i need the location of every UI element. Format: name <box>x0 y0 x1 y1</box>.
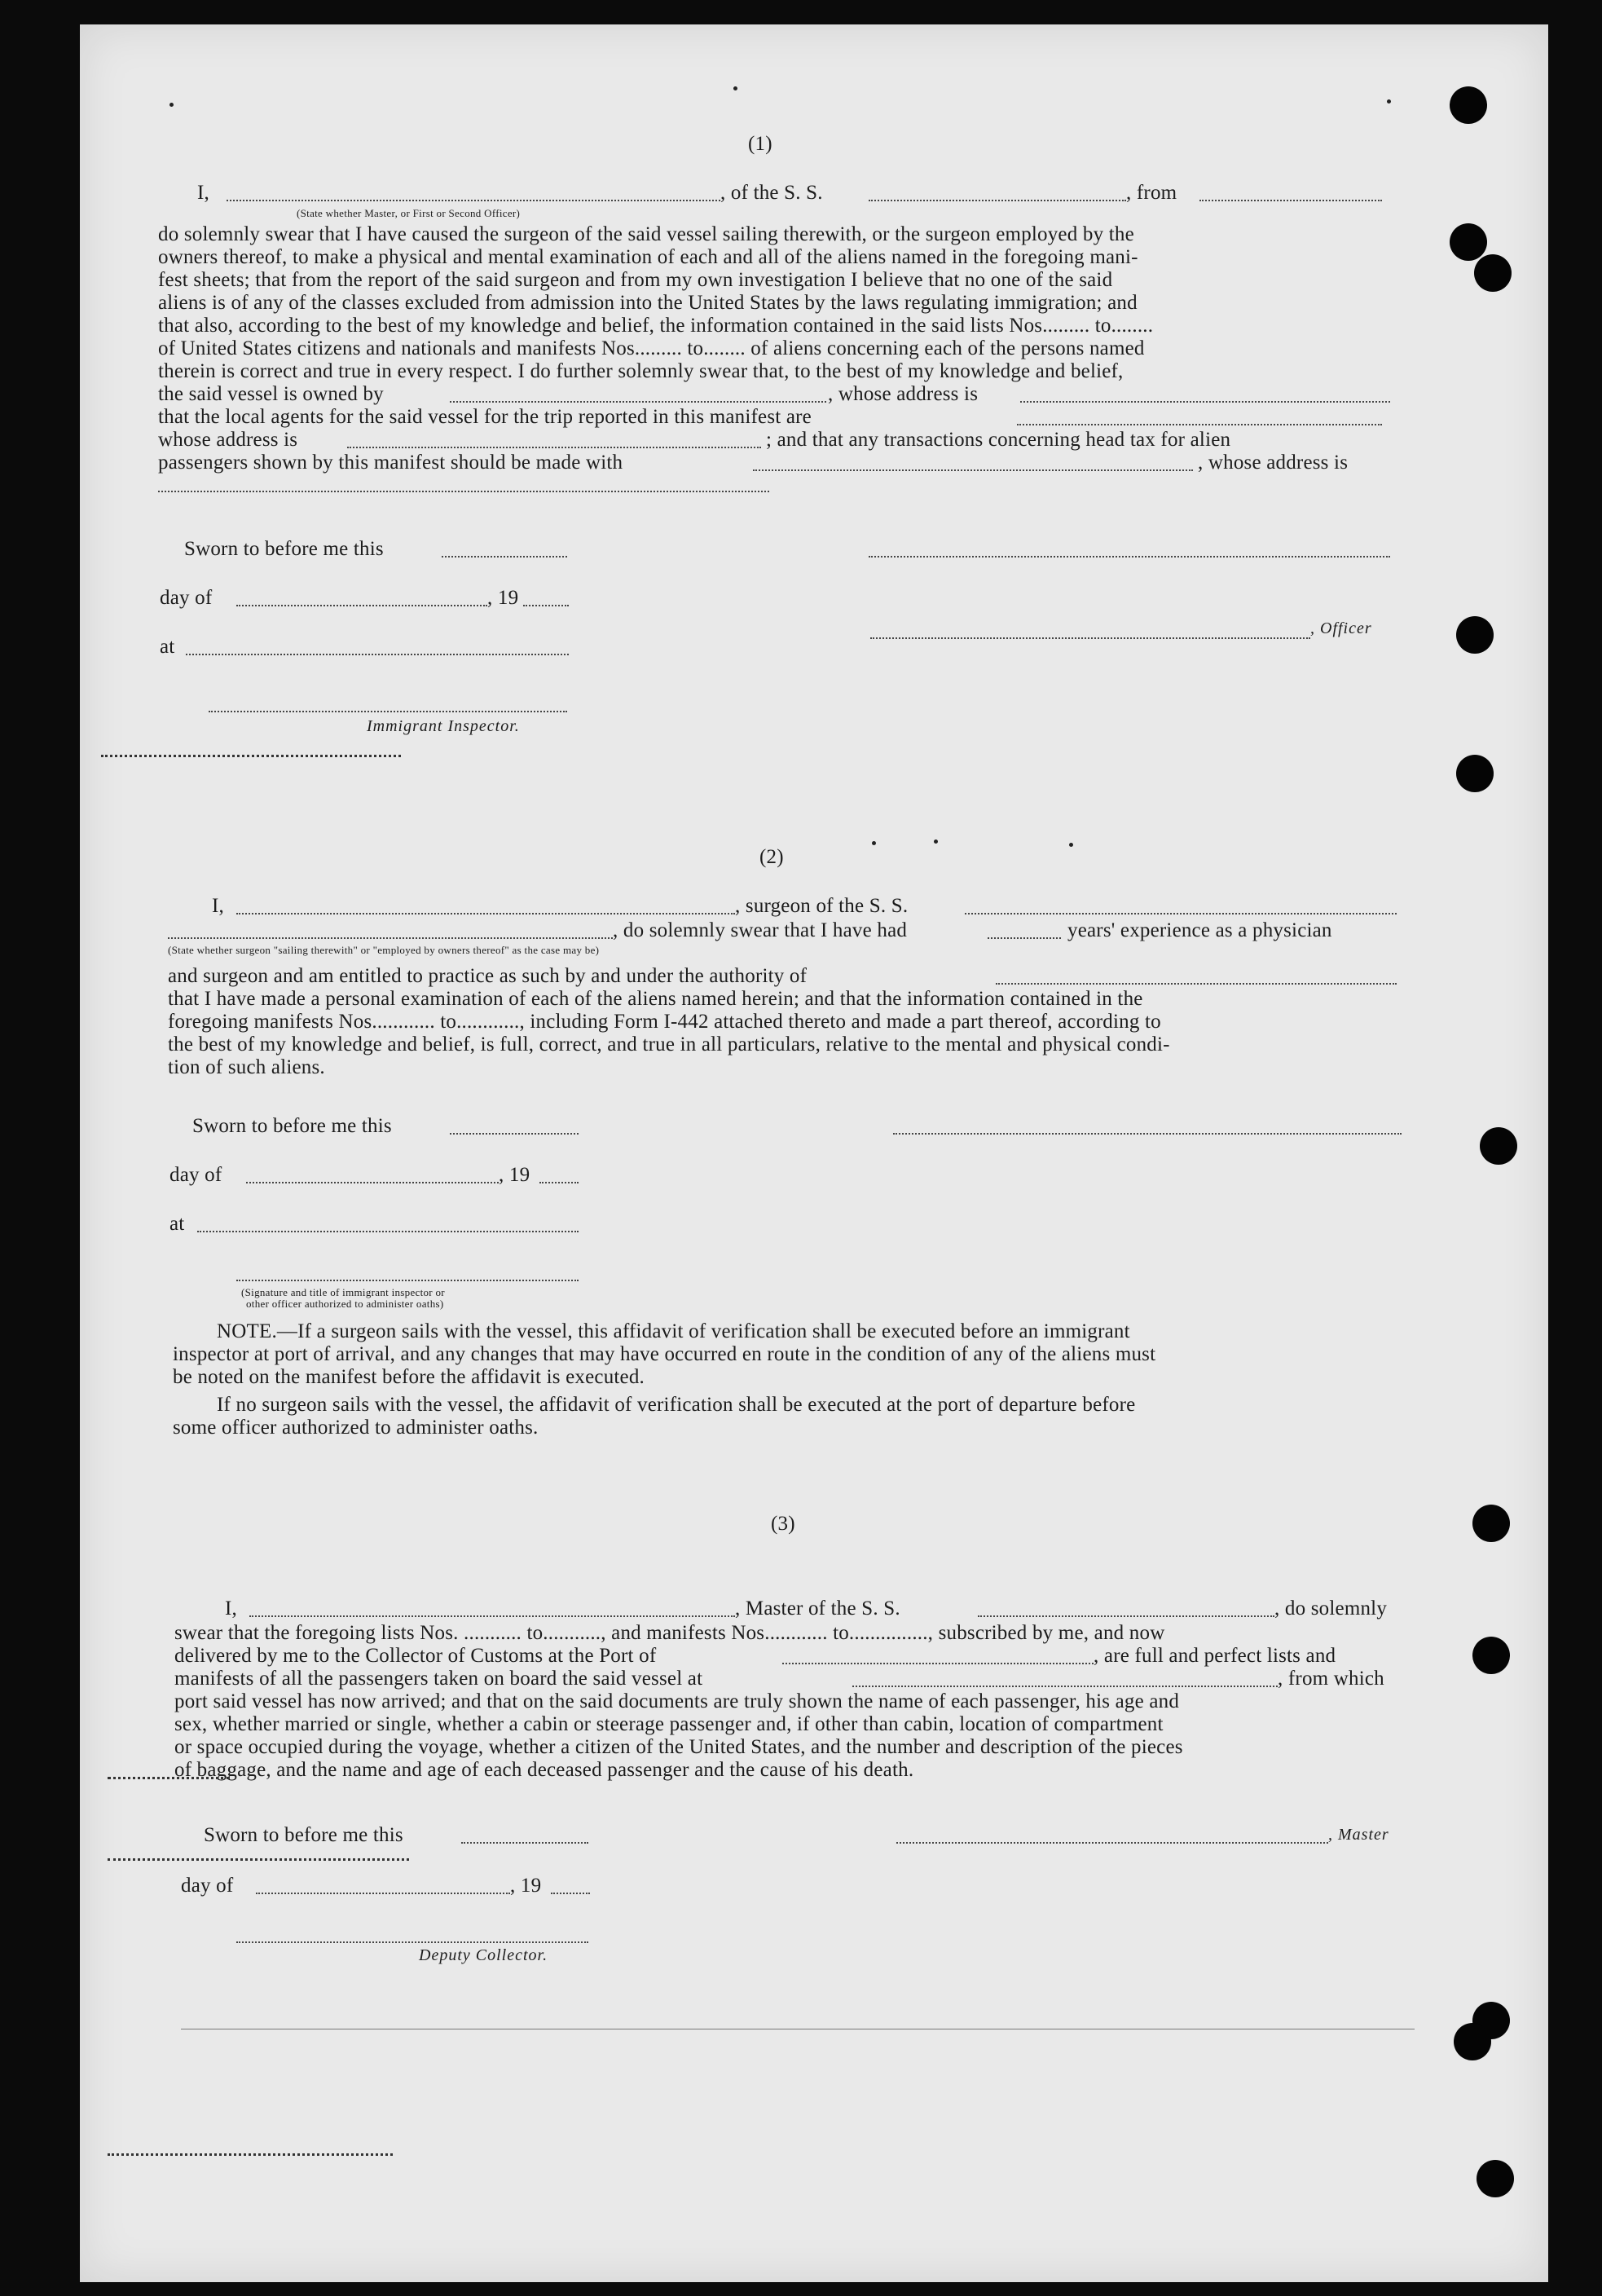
officer-label: , Officer <box>1310 619 1372 637</box>
blank-signature <box>869 556 1390 557</box>
immigrant-inspector-label: Immigrant Inspector. <box>367 717 520 735</box>
section1-body-line: fest sheets; that from the report of the said surgeon and from my own investigation I believe that no one of the said <box>158 269 1113 291</box>
blank-port <box>782 1663 1094 1664</box>
blank-master-ship <box>978 1615 1274 1617</box>
section2-body-line: the best of my knowledge and belief, is full, correct, and true in all particulars, relative to the mental and physical condi- <box>168 1033 1170 1055</box>
section1-body-line: that the local agents for the said vessel for the trip reported in this manifest are <box>158 406 812 428</box>
section1-from: , from <box>1126 182 1177 204</box>
blank-surgeon-signature <box>893 1133 1402 1135</box>
sworn-label: Sworn to before me this <box>204 1824 403 1846</box>
blank-sworn-day <box>450 1133 579 1135</box>
section1-body-line: whose address is <box>158 429 298 451</box>
do-solemnly: , do solemnly <box>1274 1598 1388 1620</box>
blank-ship-name <box>869 200 1126 201</box>
blank-month <box>236 605 487 606</box>
paper-speck <box>733 86 737 90</box>
day-of-label: day of <box>169 1164 222 1186</box>
section1-body-line: that also, according to the best of my knowledge and belief, the information contained in the said lists Nos......... to........ <box>158 315 1154 337</box>
officer-rank-caption: (State whether Master, or First or Second Officer) <box>297 207 521 219</box>
note-line: some officer authorized to administer oaths. <box>173 1417 539 1439</box>
section3-body-line: manifests of all the passengers taken on board the said vessel at <box>174 1668 703 1690</box>
signature-caption: (Signature and title of immigrant inspector or <box>241 1286 445 1298</box>
section1-body-line: aliens is of any of the classes excluded from admission into the United States by the laws regulating immigration; and <box>158 292 1138 314</box>
section1-body-line: do solemnly swear that I have caused the surgeon of the said vessel sailing therewith, or the surgeon employed by the <box>158 223 1134 245</box>
paper-speck <box>872 841 876 845</box>
surgeon-status-caption: (State whether surgeon "sailing therewith" or "employed by owners thereof" as the case may be) <box>168 944 600 956</box>
paper-speck <box>169 103 174 107</box>
blank-agent-address <box>347 447 761 448</box>
blank-master-signature <box>896 1842 1328 1844</box>
section2-i: I, <box>212 895 224 917</box>
solemnly-swear-text: , do solemnly swear that I have had <box>613 919 908 941</box>
section1-body-line: of United States citizens and nationals and manifests Nos......... to........ of aliens concerning each of the persons named <box>158 337 1145 359</box>
sworn-label: Sworn to before me this <box>192 1115 392 1137</box>
day-of-label: day of <box>160 587 213 609</box>
head-tax-text: ; and that any transactions concerning head tax for alien <box>766 429 1231 451</box>
day-of-label: day of <box>181 1875 234 1897</box>
blank-surgeon-status <box>168 937 613 939</box>
blank-year <box>523 605 569 606</box>
section1-body-line: the said vessel is owned by <box>158 383 384 405</box>
section3-body-line: of baggage, and the name and age of each deceased passenger and the cause of his death. <box>174 1759 914 1781</box>
binder-hole <box>1474 254 1512 292</box>
binder-hole <box>1450 86 1487 124</box>
blank-head-tax-party <box>753 469 1193 471</box>
binder-hole <box>1456 755 1494 792</box>
blank-officer-signature <box>236 1280 579 1281</box>
binder-hole <box>1472 1505 1510 1542</box>
section3-i: I, <box>225 1598 237 1620</box>
binder-hole <box>1456 616 1494 654</box>
master-of-ss: , Master of the S. S. <box>735 1598 900 1620</box>
section3-body-line: delivered by me to the Collector of Customs at the Port of <box>174 1645 657 1667</box>
margin-specks <box>108 1858 409 1861</box>
blank-surgeon-ship <box>965 913 1397 914</box>
section3-body-line: swear that the foregoing lists Nos. ........... to..........., and manifests Nos............ to..............., subscribed by me, and now <box>174 1622 1165 1644</box>
note-line: inspector at port of arrival, and any changes that may have occurred en route in the condition of any of the aliens must <box>173 1343 1156 1365</box>
blank-year <box>539 1182 579 1183</box>
blank-sworn-day <box>442 556 567 557</box>
full-lists-text: , are full and perfect lists and <box>1094 1645 1336 1667</box>
year-label: , 19 <box>510 1875 542 1897</box>
section1-body-line: therein is correct and true in every respect. I do further solemnly swear that, to the best of my knowledge and belief, <box>158 360 1124 382</box>
section3-heading: (3) <box>771 1513 795 1535</box>
binder-hole <box>1454 2023 1491 2060</box>
section2-body-line: and surgeon and am entitled to practice as such by and under the authority of <box>168 965 808 987</box>
blank-place <box>186 654 569 655</box>
section1-body-line: passengers shown by this manifest should be made with <box>158 452 623 474</box>
section2-body-line: tion of such aliens. <box>168 1056 325 1078</box>
blank-place <box>197 1231 579 1232</box>
section3-body-line: sex, whether married or single, whether a cabin or steerage passenger and, if other than cabin, location of compartment <box>174 1713 1164 1735</box>
paper-speck <box>1069 843 1073 847</box>
blank-head-tax-address <box>158 491 769 492</box>
blank-master-name <box>249 1615 735 1617</box>
note-line: NOTE.—If a surgeon sails with the vessel, this affidavit of verification shall be executed before an immigrant <box>217 1320 1130 1342</box>
section1-of-ss: , of the S. S. <box>720 182 823 204</box>
blank-local-agents <box>1017 424 1382 425</box>
section1-body-line: owners thereof, to make a physical and mental examination of each and all of the aliens named in the foregoing mani- <box>158 246 1138 268</box>
paper-speck <box>1387 99 1391 104</box>
section3-body-line: or space occupied during the voyage, whether a citizen of the United States, and the number and description of the pieces <box>174 1736 1183 1758</box>
blank-sworn-day <box>461 1842 588 1844</box>
binder-hole <box>1450 223 1487 261</box>
section3-body-line: port said vessel has now arrived; and that on the said documents are truly shown the name of each passenger, his age and <box>174 1690 1180 1712</box>
binder-hole <box>1472 1637 1510 1674</box>
blank-inspector-signature <box>209 711 567 712</box>
binder-hole <box>1480 1127 1517 1165</box>
binder-hole <box>1477 2160 1514 2197</box>
sworn-label: Sworn to before me this <box>184 538 384 560</box>
note-line: If no surgeon sails with the vessel, the affidavit of verification shall be executed at the port of departure before <box>217 1394 1136 1416</box>
at-label: at <box>169 1213 185 1235</box>
from-which-text: , from which <box>1278 1668 1384 1690</box>
blank-port-from <box>1199 200 1382 201</box>
surgeon-of-ss: , surgeon of the S. S. <box>735 895 909 917</box>
master-label: , Master <box>1328 1826 1389 1844</box>
blank-deputy-signature <box>236 1941 588 1943</box>
owner-address-label: , whose address is <box>828 383 979 405</box>
blank-owner-address <box>1020 401 1390 403</box>
margin-specks <box>101 755 401 757</box>
section2-body-line: foregoing manifests Nos............ to............, including Form I-442 attached thereto and made a part thereof, according to <box>168 1011 1161 1033</box>
year-label: , 19 <box>499 1164 530 1186</box>
margin-specks <box>108 2153 393 2156</box>
blank-port-boarded <box>852 1686 1278 1687</box>
blank-owner <box>450 401 826 403</box>
blank-surgeon-name <box>236 913 735 914</box>
signature-caption: other officer authorized to administer oaths) <box>246 1298 444 1310</box>
section2-heading: (2) <box>759 846 784 868</box>
blank-years <box>988 937 1061 939</box>
whose-address-label: , whose address is <box>1198 452 1349 474</box>
section1-i: I, <box>197 182 209 204</box>
section2-body-line: that I have made a personal examination of each of the aliens named herein; and that the information contained in the <box>168 988 1143 1010</box>
margin-specks <box>108 1777 230 1779</box>
blank-officer-rank <box>227 200 720 201</box>
at-label: at <box>160 636 175 658</box>
paper-speck <box>934 840 938 844</box>
note-line: be noted on the manifest before the affidavit is executed. <box>173 1366 645 1388</box>
blank-month <box>246 1182 499 1183</box>
blank-year <box>551 1893 590 1894</box>
years-experience-text: years' experience as a physician <box>1067 919 1332 941</box>
section1-heading: (1) <box>748 133 772 155</box>
blank-officer-signature <box>870 637 1310 639</box>
year-label: , 19 <box>487 587 519 609</box>
blank-month <box>256 1893 510 1894</box>
deputy-collector-label: Deputy Collector. <box>419 1946 548 1964</box>
blank-authority <box>996 983 1397 985</box>
